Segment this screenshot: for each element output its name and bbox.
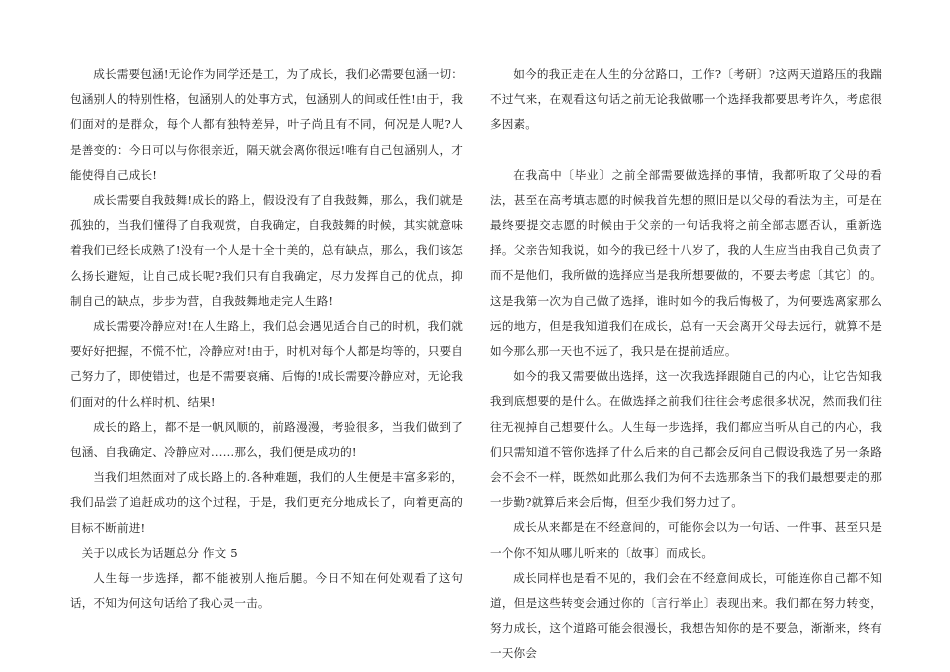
- paragraph-face-difficulties: 当我们坦然面对了成长路上的.各种难题，我们的人生便是丰富多彩的，我们品尝了追赶成功的这个过程，于是，我们更充分地成长了，向着更高的目标不断前进!: [70, 470, 463, 535]
- paragraph-each-choice: 人生每一步选择，都不能被别人拖后腿。今日不知在何处观看了这句话，不知为何这句话给了我心灵一击。: [70, 571, 463, 611]
- right-column: [490, 62, 882, 667]
- paragraph-calm-response: 成长需要冷静应对!在人生路上，我们总会遇见适合自己的时机，我们就要好好把握，不慌不忙，冷静应对!由于，时机对每个人都是均等的，只要自己努力了，即使错过，也是不需要哀痛、后悔的!成长需要冷静应对，无论我们面对的什么样时机、结果!: [70, 319, 463, 409]
- paragraph-crossroads: 如今的我正走在人生的分岔路口，工作?〔考研〕?这两天道路压的我踹不过气来，在观看这句话之前无论我做哪一个选择我都要思考许久，考虑很多因素。: [490, 67, 882, 132]
- paragraph-self-encouragement: 成长需要自我鼓舞!成长的路上，假设没有了自我鼓舞，那么，我们就是孤独的，当我们懂得了自我观赏，自我确定，自我鼓舞的时候，其实就意味着我们已经长成熟了!没有一个人是十全十美的，总有缺点，那么，我们该怎么扬长避短，让自己成长呢?我们只有自我确定，尽力发挥自己的优点，抑制自己的缺点，步步为营，自我鼓舞地走完人生路!: [70, 193, 463, 308]
- paragraph-follow-heart: 如今的我又需要做出选择，这一次我选择跟随自己的内心，让它告知我我到底想要的是什么。在做选择之前我们往往会考虑很多状况，然而我们往往无视掉自己想要什么。人生每一步选择，我们都应当听从自己的内心，我们只需知道不管你选择了什么后来的自己都会反问自己假设我选了另一条路会不会不一样，既然如此那么我们为何不去选那条当下的我们最想要走的那一步勤?就算后来会后悔，但至少我们努力过了。: [490, 369, 882, 510]
- paragraph-road-of-growth: 成长的路上，都不是一帆风顺的，前路漫漫，考验很多，当我们做到了包涵、自我确定、冷静应对……那么，我们便是成功的!: [70, 419, 463, 460]
- paragraph-growth-unnoticed: 成长从来都是在不经意间的，可能你会以为一句话、一件事、甚至只是一个你不知从哪儿听来的〔故事〕而成长。: [490, 520, 882, 560]
- left-column: [70, 62, 463, 616]
- paragraph-high-school-choice: 在我高中〔毕业〕之前全部需要做选择的事情，我都听取了父母的看法，甚至在高考填志愿的时候我首先想的照旧是以父母的看法为主，可是在最终要提交志愿的时候由于父亲的一句话我将之前全部志愿否认，重新选择。父亲告知我说，如今的我已经十八岁了，我的人生应当由我自己负责了而不是他们，我所做的选择应当是我所想要做的，不要去考虑〔其它〕的。这是我第一次为自己做了选择，谁时如今的我后悔极了，为何要选离家那么远的地方，但是我知道我们在成长，总有一天会离开父母去远行，就算不是如今那么那一天也不远了，我只是在提前适应。: [490, 167, 882, 359]
- paragraph-tolerance: 成长需要包涵!无论作为同学还是工，为了成长，我们必需要包涵一切：包涵别人的特别性格，包涵别人的处事方式，包涵别人的间或任性!由于，我们面对的是群众，每个人都有独特差异，叶子尚且有不同，何况是人呢?人是善变的：今日可以与你很亲近，隔天就会离你很远!唯有自己包涵别人，才能使得自己成长!: [70, 67, 463, 182]
- paragraph-growth-invisible: 成长同样也是看不见的，我们会在不经意间成长，可能连你自己都不知道，但是这些转变会通过你的〔言行举止〕表现出来。我们都在努力转变，努力成长，这个道路可能会很漫长，我想告知你的是不要急，渐渐来，终有一天你会: [490, 570, 882, 661]
- essay-heading: 关于以成长为话题总分 作文 5: [81, 545, 238, 560]
